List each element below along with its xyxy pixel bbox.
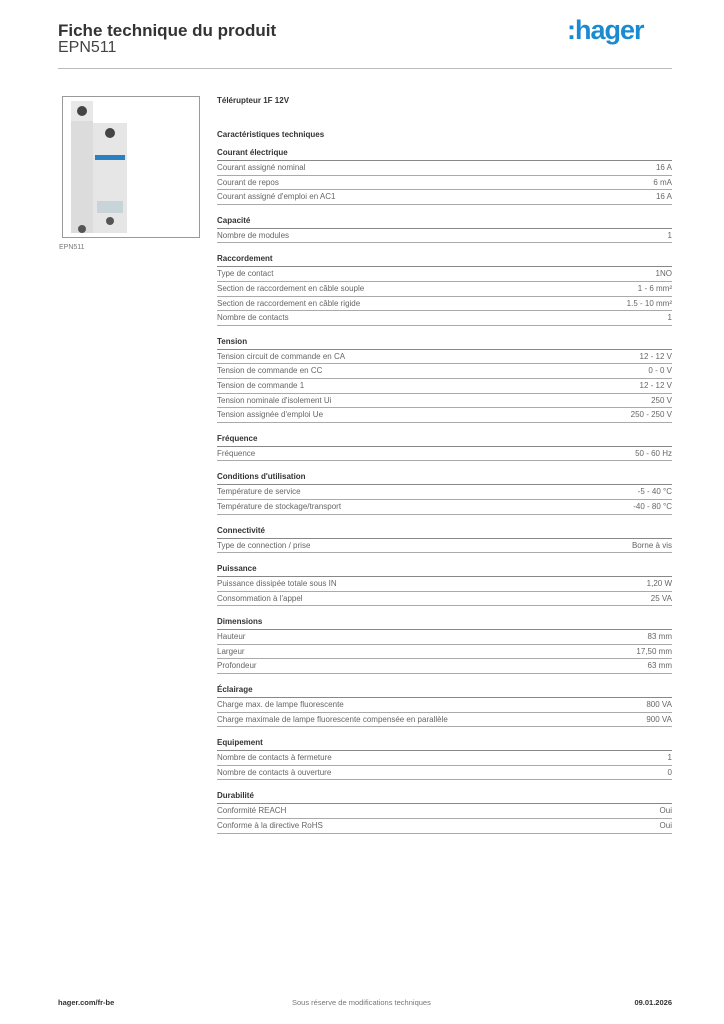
characteristics-heading: Caractéristiques techniques <box>217 130 325 139</box>
spec-value: 1 <box>667 313 672 323</box>
spec-label: Conformité REACH <box>217 806 287 816</box>
spec-label: Section de raccordement en câble souple <box>217 283 365 293</box>
spec-label: Tension nominale d'isolement Ui <box>217 395 332 405</box>
spec-value: 16 A <box>655 163 672 172</box>
spec-row <box>217 229 672 244</box>
spec-value: -40 - 80 °C <box>633 501 672 511</box>
header-divider <box>58 68 672 69</box>
spec-label: Courant de repos <box>217 177 279 187</box>
spec-value: 800 VA <box>646 700 672 710</box>
spec-label: Fréquence <box>217 448 256 458</box>
spec-label: Hauteur <box>217 632 246 642</box>
spec-content <box>217 96 672 834</box>
spec-label: Courant assigné d'emploi en AC1 <box>217 192 336 202</box>
spec-row <box>217 394 672 409</box>
spec-value: 0 <box>667 767 672 777</box>
footer-date: 09.01.2026 <box>634 998 672 1007</box>
spec-label: Consommation à l'appel <box>217 593 303 603</box>
spec-label: Nombre de contacts à ouverture <box>217 767 332 777</box>
spec-value: 900 VA <box>646 714 672 724</box>
section-title: Conditions d'utilisation <box>217 470 672 485</box>
spec-label: Nombre de contacts à fermeture <box>217 753 332 763</box>
spec-value: 1 - 6 mm² <box>637 283 672 293</box>
spec-value: 1 <box>667 230 672 240</box>
spec-row <box>217 350 672 365</box>
spec-row <box>217 485 672 500</box>
spec-label: Puissance dissipée totale sous IN <box>217 579 337 589</box>
spec-label: Section de raccordement en câble rigide <box>217 298 361 308</box>
spec-label: Nombre de modules <box>217 230 290 240</box>
section-title: Equipement <box>217 736 672 751</box>
spec-row <box>217 282 672 297</box>
spec-section <box>217 252 672 325</box>
spec-row <box>217 645 672 660</box>
spec-row <box>217 311 672 326</box>
spec-value: 83 mm <box>647 632 672 642</box>
spec-row <box>217 297 672 312</box>
spec-row <box>217 698 672 713</box>
section-title: Capacité <box>217 214 672 229</box>
spec-section <box>217 562 672 606</box>
spec-label: Charge maximale de lampe fluorescente compensée en parallèle <box>217 714 448 724</box>
hager-logo: :hager <box>567 15 644 45</box>
spec-row <box>217 379 672 394</box>
spec-value: 1NO <box>655 269 672 279</box>
spec-section <box>217 470 672 514</box>
spec-value: 25 VA <box>650 593 672 603</box>
spec-row <box>217 447 672 462</box>
spec-section <box>217 524 672 554</box>
spec-row <box>217 539 672 554</box>
spec-row <box>217 161 672 176</box>
spec-label: Température de service <box>217 487 301 497</box>
section-title: Durabilité <box>217 789 672 804</box>
spec-row <box>217 364 672 379</box>
product-image <box>62 96 200 238</box>
spec-section <box>217 214 672 244</box>
spec-value: 17,50 mm <box>636 646 672 656</box>
spec-label: Largeur <box>217 646 245 656</box>
spec-section <box>217 736 672 780</box>
spec-label: Tension circuit de commande en CA <box>217 351 346 361</box>
spec-value: Oui <box>659 821 672 831</box>
section-title: Fréquence <box>217 432 672 447</box>
spec-value: 1.5 - 10 mm² <box>626 298 672 308</box>
spec-value: 63 mm <box>647 661 672 671</box>
spec-value: 1,20 W <box>646 579 672 589</box>
spec-row <box>217 751 672 766</box>
spec-value: 12 - 12 V <box>639 351 672 361</box>
spec-value: 0 - 0 V <box>648 366 672 376</box>
spec-label: Type de connection / prise <box>217 540 311 550</box>
spec-value: 1 <box>667 753 672 763</box>
spec-row <box>217 659 672 674</box>
spec-value: 12 - 12 V <box>639 380 672 390</box>
spec-label: Température de stockage/transport <box>217 501 342 511</box>
spec-label: Tension de commande en CC <box>217 366 323 376</box>
spec-label: Nombre de contacts <box>217 313 289 323</box>
spec-row <box>217 267 672 282</box>
spec-value: 250 - 250 V <box>630 410 672 420</box>
spec-value: Borne à vis <box>631 540 672 550</box>
spec-row <box>217 592 672 607</box>
spec-label: Type de contact <box>217 269 274 279</box>
spec-section <box>217 335 672 423</box>
spec-row <box>217 713 672 728</box>
spec-label: Charge max. de lampe fluorescente <box>217 700 344 710</box>
section-title: Courant électrique <box>217 146 672 161</box>
spec-section <box>217 432 672 462</box>
spec-label: Profondeur <box>217 661 257 671</box>
spec-section <box>217 615 672 674</box>
spec-row <box>217 630 672 645</box>
spec-row <box>217 804 672 819</box>
spec-value: -5 - 40 °C <box>637 487 672 497</box>
section-title: Puissance <box>217 562 672 577</box>
spec-label: Tension assignée d'emploi Ue <box>217 410 324 420</box>
spec-value: 16 A <box>655 192 672 202</box>
spec-value: 50 - 60 Hz <box>635 448 672 458</box>
spec-value: 6 mA <box>653 177 672 187</box>
section-title: Raccordement <box>217 252 672 267</box>
spec-label: Tension de commande 1 <box>217 380 305 390</box>
section-title: Éclairage <box>217 683 672 698</box>
spec-label: Courant assigné nominal <box>217 163 306 172</box>
section-title: Dimensions <box>217 615 672 630</box>
product-title: Télérupteur 1F 12V <box>217 96 290 105</box>
product-code: EPN511 <box>58 39 117 56</box>
footer-website: hager.com/fr-be <box>58 998 115 1007</box>
spec-row <box>217 176 672 191</box>
spec-row <box>217 819 672 834</box>
section-title: Connectivité <box>217 524 672 539</box>
spec-row <box>217 766 672 781</box>
spec-sections <box>217 146 672 834</box>
spec-section <box>217 683 672 727</box>
image-caption: EPN511 <box>59 244 85 251</box>
spec-row <box>217 577 672 592</box>
spec-value: Oui <box>659 806 672 816</box>
spec-value: 250 V <box>651 395 672 405</box>
spec-row <box>217 408 672 423</box>
section-title: Tension <box>217 335 672 350</box>
spec-row <box>217 500 672 515</box>
spec-section <box>217 789 672 833</box>
spec-row <box>217 190 672 205</box>
footer-notice: Sous réserve de modifications techniques <box>292 998 431 1007</box>
spec-label: Conforme à la directive RoHS <box>217 821 323 831</box>
page-title: Fiche technique du produit <box>58 21 277 40</box>
spec-section <box>217 146 672 205</box>
